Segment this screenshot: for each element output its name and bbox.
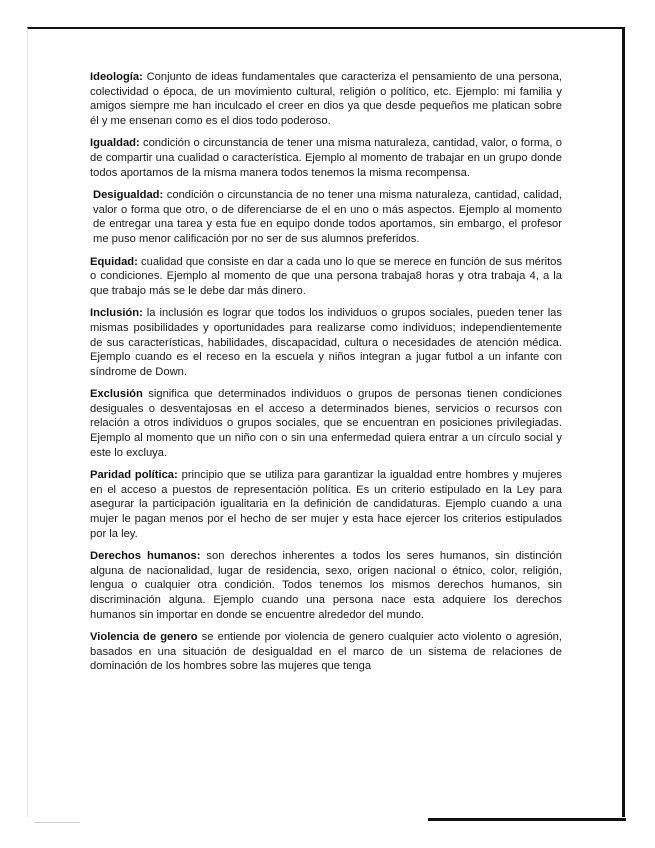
bottom-rule-left <box>34 822 80 823</box>
term-equidad: Equidad: <box>90 255 138 268</box>
definition-ideologia: Conjunto de ideas fundamentales que caracteriza el pensamiento de una persona, colectividad o época, de un movimiento cultural, religión o político, etc. Ejemplo: mi familia y amigos siempre me han inculcado el creer en dios ya que desde pequeños me platican sobre él y me ensenan como es el dios todo poderoso. <box>90 71 562 127</box>
term-desigualdad: Desigualdad: <box>93 189 164 202</box>
entry-derechos-humanos <box>90 549 562 622</box>
definition-derechos-humanos: son derechos inherentes a todos los seres humanos, sin distinción alguna de nacionalidad, lugar de residencia, sexo, origen nacional o étnico, color, religión, lengua o cualquier otra condición. Todos tenemos los mismos derechos humanos, sin discriminación alguna. Ejemplo cuando una persona nace esta adquiere los derechos humanos sin importar en donde se encuentre alrededor del mundo. <box>90 550 562 621</box>
entry-desigualdad <box>90 188 562 246</box>
document-body <box>90 70 562 682</box>
bottom-rule-right <box>428 818 626 821</box>
definition-equidad: cualidad que consiste en dar a cada uno lo que se merece en función de sus méritos o condiciones. Ejemplo al momento de que una persona trabaja8 horas y otra trabaja 4, a la que trabajo más se le debe dar más dinero. <box>90 255 562 297</box>
entry-exclusion <box>90 387 562 460</box>
term-violencia-de-genero: Violencia de genero <box>90 631 198 644</box>
entry-equidad <box>90 255 562 299</box>
term-derechos-humanos: Derechos humanos: <box>90 550 201 563</box>
entry-ideologia <box>90 70 562 128</box>
definition-inclusion: la inclusión es lograr que todos los individuos o grupos sociales, pueden tener las mismas posibilidades y oportunidades para realizarse como individuos; independientemente de sus características, habilidades, discapacidad, cultura o necesidades de atención médica. Ejemplo cuando es el receso en la escuela y niños integran a jugar futbol a un infante con síndrome de Down. <box>90 307 562 378</box>
term-inclusion: Inclusión: <box>90 307 143 320</box>
term-paridad-politica: Paridad política: <box>90 469 178 482</box>
term-ideologia: Ideología: <box>90 71 143 83</box>
term-exclusion: Exclusión <box>90 388 143 401</box>
definition-paridad-politica: principio que se utiliza para garantizar la igualdad entre hombres y mujeres en el acceso a puestos de representación política. Es un criterio estipulado en la Ley para asegurar la participación igualitaria en la definición de candidaturas. Ejemplo cuando a una mujer le pagan menos por el hecho de ser mujer y esta hace ejercer los criterios estipulados por la ley. <box>90 469 563 540</box>
definition-exclusion: significa que determinados individuos o grupos de personas tienen condiciones desiguales o desventajosas en el acceso a determinados bienes, servicios o recursos con relación a otros individuos o grupos sociales, que se encuentran en posiciones privilegiadas. Ejemplo al momento que un niño con o sin una enfermedad quiera entrar a un círculo social y este lo excluya. <box>90 388 562 459</box>
definition-igualdad: condición o circunstancia de tener una misma naturaleza, cantidad, valor, o forma, o de compartir una cualidad o característica. Ejemplo al momento de trabajar en un grupo donde todos aportamos de la misma manera todos tenemos la misma recompensa. <box>90 137 562 179</box>
entry-violencia-de-genero <box>90 630 562 674</box>
entry-paridad-politica <box>90 468 562 541</box>
entry-inclusion <box>90 306 562 379</box>
definition-violencia-de-genero: se entiende por violencia de genero cualquier acto violento o agresión, basados en una situación de desigualdad en el marco de un sistema de relaciones de dominación de los hombres sobre las mujeres que tenga <box>90 631 562 673</box>
term-igualdad: Igualdad: <box>90 137 140 150</box>
entry-igualdad <box>90 136 562 180</box>
definition-desigualdad: condición o circunstancia de no tener una misma naturaleza, cantidad, calidad, valor o forma que otro, o de diferenciarse de el en uno o más aspectos. Ejemplo al momento de entregar una tarea y esta fue en equipo donde todos aportamos, sin embargo, el profesor me puso menor calificación por no ser de sus alumnos preferidos. <box>93 189 562 245</box>
